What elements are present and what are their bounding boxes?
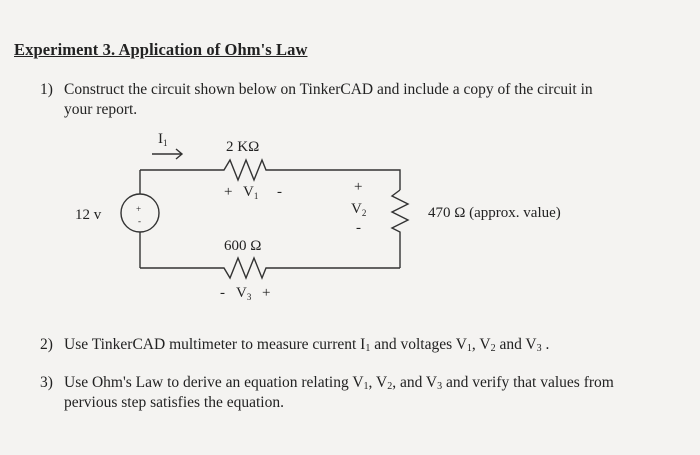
step-2-text: Use TinkerCAD multimeter to measure current $I_1$ and voltages $V_1$, $V_2$ and $V_3$ .: [64, 336, 550, 354]
r2-label: 470 Ω (approx. value): [428, 205, 561, 221]
v3-label: $V_3$: [236, 285, 252, 302]
current-label: $I_1$: [158, 131, 168, 148]
step-3-number: 3): [40, 374, 53, 391]
step-3: [40, 373, 690, 415]
right-resistor: [392, 190, 408, 268]
source-label: 12 v: [75, 207, 102, 223]
step-3-line-2: pervious step satisfies the equation.: [64, 394, 284, 411]
step-3-line-1: Use Ohm's Law to derive an equation relating $V_1$, $V_2$, and $V_3$ and verify that values from: [64, 374, 614, 392]
step-1-number: 1): [40, 81, 53, 98]
r3-label: 600 Ω: [224, 238, 262, 254]
v2-minus: -: [356, 220, 361, 236]
r1-label: 2 KΩ: [226, 139, 260, 155]
v1-label: $V_1$: [243, 184, 259, 201]
v3-minus: -: [220, 285, 225, 301]
source-plus: +: [136, 204, 142, 214]
experiment-heading: Experiment 3. Application of Ohm's Law: [14, 40, 308, 59]
step-2: [40, 335, 680, 357]
current-arrow: [152, 149, 182, 159]
step-1-line-2: your report.: [64, 101, 138, 118]
v2-plus: +: [354, 179, 363, 195]
v1-minus: -: [277, 184, 282, 200]
bottom-wire: [140, 258, 400, 278]
source-minus: -: [138, 216, 141, 226]
step-2-number: 2): [40, 336, 53, 353]
step-1-line-1: Construct the circuit shown below on TinkerCAD and include a copy of the circuit in: [64, 81, 593, 98]
v2-label: $V_2$: [351, 201, 367, 218]
v3-plus: +: [262, 285, 271, 301]
v1-plus: +: [224, 184, 233, 200]
